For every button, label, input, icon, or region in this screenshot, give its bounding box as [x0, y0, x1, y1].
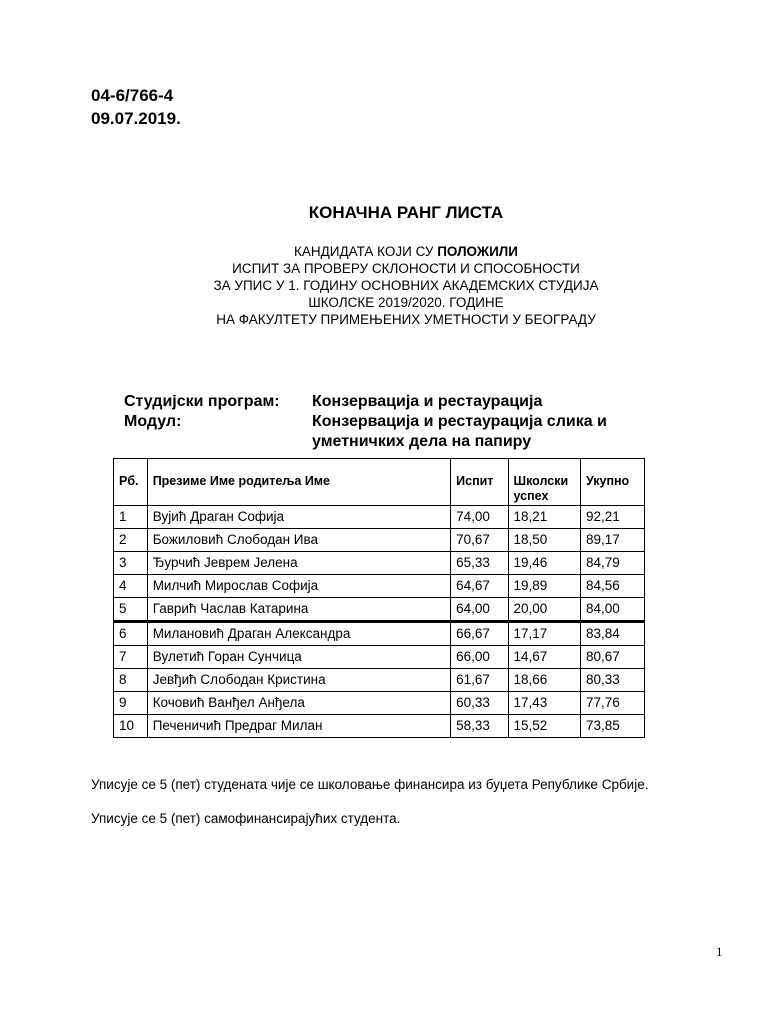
cell-name: Милановић Драган Александра — [147, 622, 450, 646]
cell-name: Божиловић Слободан Ива — [147, 529, 450, 552]
program-info — [124, 392, 682, 452]
cell-exam: 70,67 — [451, 529, 508, 552]
cell-rb: 6 — [114, 622, 148, 646]
cell-rb: 2 — [114, 529, 148, 552]
module-value: Конзервација и рестаурација слика и уметничких дела на папиру — [312, 413, 607, 450]
page-title: КОНАЧНА РАНГ ЛИСТА — [308, 203, 504, 222]
cell-exam: 64,67 — [451, 575, 508, 598]
cell-name: Гаврић Часлав Катарина — [147, 598, 450, 622]
subtitle-line-5: НА ФАКУЛТЕТУ ПРИМЕЊЕНИХ УМЕТНОСТИ У БЕОГРАДУ — [216, 312, 596, 327]
cell-exam: 74,00 — [451, 506, 508, 529]
subtitle-line-1 — [0, 243, 768, 260]
header-total: Укупно — [580, 459, 644, 506]
subtitle-line-1-prefix: КАНДИДАТА КОЈИ СУ — [294, 244, 438, 259]
cell-total: 84,56 — [580, 575, 644, 598]
cell-school: 15,52 — [508, 715, 580, 738]
document-date: 09.07.2019. — [91, 109, 181, 128]
subtitle-line-4: ШКОЛСКЕ 2019/2020. ГОДИНЕ — [308, 295, 504, 310]
cell-school: 17,17 — [508, 622, 580, 646]
cell-exam: 65,33 — [451, 552, 508, 575]
cell-name: Печеничић Предраг Милан — [147, 715, 450, 738]
cell-exam: 64,00 — [451, 598, 508, 622]
cell-name: Кочовић Ванђел Анђела — [147, 692, 450, 715]
cell-exam: 58,33 — [451, 715, 508, 738]
header-exam: Испит — [451, 459, 508, 506]
module-label: Модул: — [124, 413, 182, 430]
cell-exam: 66,67 — [451, 622, 508, 646]
header-name: Презиме Име родитеља Име — [147, 459, 450, 506]
cell-total: 84,00 — [580, 598, 644, 622]
subtitle-line-1-bold: ПОЛОЖИЛИ — [437, 244, 518, 259]
header-rb: Рб. — [114, 459, 148, 506]
cell-rb: 3 — [114, 552, 148, 575]
cell-school: 20,00 — [508, 598, 580, 622]
cell-exam: 61,67 — [451, 669, 508, 692]
cell-total: 77,76 — [580, 692, 644, 715]
table-row — [114, 552, 645, 575]
page-number: 1 — [716, 944, 723, 959]
cell-school: 18,50 — [508, 529, 580, 552]
cell-name: Вулетић Горан Сунчица — [147, 646, 450, 669]
cell-rb: 8 — [114, 669, 148, 692]
cell-exam: 60,33 — [451, 692, 508, 715]
budget-note: Уписује се 5 (пет) студената чије се школовање финансира из буџета Републике Србије. — [91, 777, 649, 792]
cell-rb: 5 — [114, 598, 148, 622]
cell-rb: 4 — [114, 575, 148, 598]
cell-total: 92,21 — [580, 506, 644, 529]
table-header-row — [114, 459, 645, 506]
subtitle-line-3: ЗА УПИС У 1. ГОДИНУ ОСНОВНИХ АКАДЕМСКИХ СТУДИЈА — [213, 278, 599, 293]
cell-name: Јевђић Слободан Кристина — [147, 669, 450, 692]
table-row — [114, 669, 645, 692]
table-row — [114, 622, 645, 646]
cell-total: 80,33 — [580, 669, 644, 692]
cell-name: Ђурчић Јеврем Јелена — [147, 552, 450, 575]
subtitle-block — [0, 243, 768, 328]
cell-total: 83,84 — [580, 622, 644, 646]
table-row — [114, 715, 645, 738]
table-row — [114, 575, 645, 598]
module-row — [124, 412, 682, 452]
cell-total: 84,79 — [580, 552, 644, 575]
cell-school: 19,46 — [508, 552, 580, 575]
cell-total: 80,67 — [580, 646, 644, 669]
cell-rb: 1 — [114, 506, 148, 529]
table-row — [114, 692, 645, 715]
cell-exam: 66,00 — [451, 646, 508, 669]
cell-school: 14,67 — [508, 646, 580, 669]
document-header — [91, 84, 181, 130]
header-school: Школски успех — [508, 459, 580, 506]
ranking-table — [113, 458, 645, 738]
table-row — [114, 529, 645, 552]
cell-name: Милчић Мирослав Софија — [147, 575, 450, 598]
cell-school: 18,66 — [508, 669, 580, 692]
table-row — [114, 506, 645, 529]
program-value: Конзервација и рестаурација — [312, 393, 543, 410]
table-row — [114, 646, 645, 669]
cell-rb: 10 — [114, 715, 148, 738]
cell-total: 89,17 — [580, 529, 644, 552]
table-row — [114, 598, 645, 622]
cell-rb: 7 — [114, 646, 148, 669]
subtitle-line-2: ИСПИТ ЗА ПРОВЕРУ СКЛОНОСТИ И СПОСОБНОСТИ — [232, 261, 580, 276]
reference-number: 04-6/766-4 — [91, 86, 174, 105]
cell-name: Вујић Драган Софија — [147, 506, 450, 529]
program-label: Студијски програм: — [124, 393, 280, 410]
cell-school: 18,21 — [508, 506, 580, 529]
cell-school: 19,89 — [508, 575, 580, 598]
cell-school: 17,43 — [508, 692, 580, 715]
cell-total: 73,85 — [580, 715, 644, 738]
program-row — [124, 392, 682, 412]
cell-rb: 9 — [114, 692, 148, 715]
self-financed-note: Уписује се 5 (пет) самофинансирајућих студента. — [91, 811, 401, 826]
